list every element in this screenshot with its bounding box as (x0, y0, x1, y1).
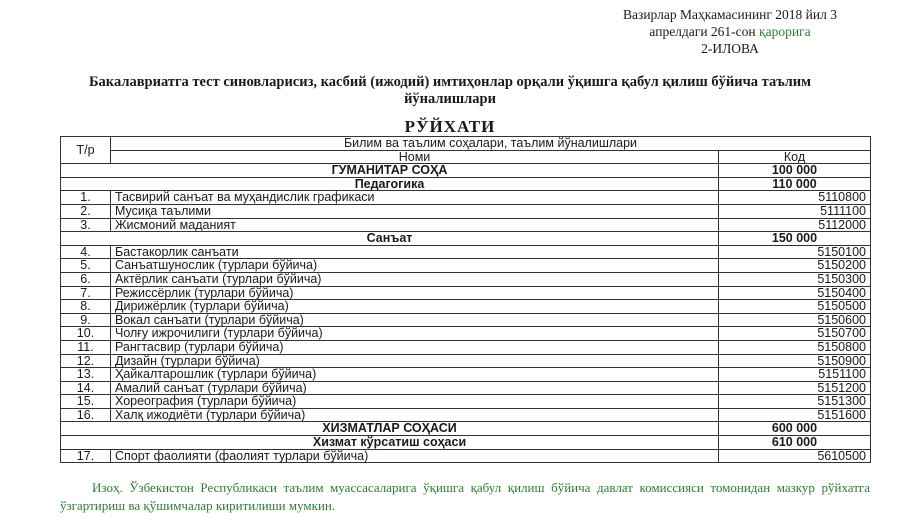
row-number: 15. (61, 395, 111, 409)
direction-name: Хореография (турлари бўйича) (111, 395, 719, 409)
direction-code: 5150900 (719, 354, 871, 368)
table-row (61, 449, 871, 463)
direction-name: Вокал санъати (турлари бўйича) (111, 313, 719, 327)
row-number: 4. (61, 245, 111, 259)
row-number: 6. (61, 272, 111, 286)
direction-code: 5150400 (719, 286, 871, 300)
table-row (61, 259, 871, 273)
table-row (61, 354, 871, 368)
table-row (61, 191, 871, 205)
direction-name: Тасвирий санъат ва муҳандислик графикаси (111, 191, 719, 205)
direction-name: Дирижёрлик (турлари бўйича) (111, 300, 719, 314)
direction-name: Актёрлик санъати (турлари бўйича) (111, 272, 719, 286)
direction-code: 5150300 (719, 272, 871, 286)
row-number: 13. (61, 368, 111, 382)
section-name: ХИЗМАТЛАР СОҲАСИ (61, 422, 719, 436)
header-number: Т/р (61, 137, 111, 164)
row-number: 10. (61, 327, 111, 341)
direction-code: 5151300 (719, 395, 871, 409)
table-row (61, 218, 871, 232)
directions-table (60, 136, 871, 463)
direction-code: 5150100 (719, 245, 871, 259)
row-number: 2. (61, 204, 111, 218)
direction-name: Мусиқа таълими (111, 204, 719, 218)
direction-name: Халқ ижодиёти (турлари бўйича) (111, 408, 719, 422)
direction-code: 5110800 (719, 191, 871, 205)
header-group: Билим ва таълим соҳалари, таълим йўналишлари (111, 137, 871, 151)
direction-name: Амалий санъат (турлари бўйича) (111, 381, 719, 395)
direction-code: 5111100 (719, 204, 871, 218)
table-row (61, 395, 871, 409)
header-code: Код (719, 150, 871, 164)
direction-code: 5150800 (719, 340, 871, 354)
table-row (61, 286, 871, 300)
section-name: Педагогика (61, 177, 719, 191)
row-number: 8. (61, 300, 111, 314)
direction-code: 5151200 (719, 381, 871, 395)
resolution-link[interactable]: қарорига (759, 24, 811, 39)
document-title (0, 74, 900, 108)
direction-name: Чолғу ижрочилиги (турлари бўйича) (111, 327, 719, 341)
row-number: 5. (61, 259, 111, 273)
row-number: 9. (61, 313, 111, 327)
table-row (61, 204, 871, 218)
table-row (61, 300, 871, 314)
table-header-row (61, 137, 871, 151)
table-subheader-row (61, 150, 871, 164)
row-number: 16. (61, 408, 111, 422)
direction-name: Дизайн (турлари бўйича) (111, 354, 719, 368)
table-row (61, 408, 871, 422)
note-text: Изоҳ. Ўзбекистон Республикаси таълим муассасаларига ўқишга қабул қилиш бўйича давлат комиссияси томонидан мазкур рўйхатга ўзгартириш ва қўшимчалар киритилиши мумкин. (60, 480, 870, 513)
header-name: Номи (111, 150, 719, 164)
table-row (61, 381, 871, 395)
table-row (61, 368, 871, 382)
table-row (61, 272, 871, 286)
row-number: 3. (61, 218, 111, 232)
row-number: 12. (61, 354, 111, 368)
section-row (61, 422, 871, 436)
row-number: 17. (61, 449, 111, 463)
section-code: 600 000 (719, 422, 871, 436)
attachment-number: 2-ИЛОВА (701, 41, 759, 56)
direction-name: Спорт фаолияти (фаолият турлари бўйича) (111, 449, 719, 463)
direction-name: Санъатшунослик (турлари бўйича) (111, 259, 719, 273)
table-row (61, 327, 871, 341)
direction-name: Ҳайкалтарошлик (турлари бўйича) (111, 368, 719, 382)
table-row (61, 340, 871, 354)
direction-code: 5112000 (719, 218, 871, 232)
direction-code: 5150500 (719, 300, 871, 314)
table-row (61, 245, 871, 259)
attachment-date-text: апрелдаги 261-сон (649, 24, 760, 39)
row-number: 1. (61, 191, 111, 205)
section-code: 100 000 (719, 164, 871, 178)
section-name: ГУМАНИТАР СОҲА (61, 164, 719, 178)
section-name: Санъат (61, 232, 719, 246)
direction-code: 5151100 (719, 368, 871, 382)
direction-name: Режиссёрлик (турлари бўйича) (111, 286, 719, 300)
row-number: 7. (61, 286, 111, 300)
document-title-line-1: Бакалавриатга тест синовларисиз, касбий (ижодий) имтиҳонлар орқали ўқишга қабул қилиш бўйича таълим (88, 74, 812, 90)
section-row (61, 177, 871, 191)
attachment-reference (560, 6, 900, 57)
section-row (61, 436, 871, 450)
section-row (61, 164, 871, 178)
direction-name: Бастакорлик санъати (111, 245, 719, 259)
table-row (61, 313, 871, 327)
section-row (61, 232, 871, 246)
direction-code: 5150600 (719, 313, 871, 327)
section-code: 150 000 (719, 232, 871, 246)
row-number: 11. (61, 340, 111, 354)
direction-code: 5610500 (719, 449, 871, 463)
document-title-line-2: йўналишлари (404, 91, 496, 107)
direction-code: 5150200 (719, 259, 871, 273)
row-number: 14. (61, 381, 111, 395)
direction-code: 5150700 (719, 327, 871, 341)
section-name: Хизмат кўрсатиш соҳаси (61, 436, 719, 450)
attachment-line-2 (560, 23, 900, 40)
list-title: РЎЙХАТИ (404, 117, 496, 136)
direction-name: Жисмоний маданият (111, 218, 719, 232)
section-code: 110 000 (719, 177, 871, 191)
direction-code: 5151600 (719, 408, 871, 422)
direction-name: Рангтасвир (турлари бўйича) (111, 340, 719, 354)
section-code: 610 000 (719, 436, 871, 450)
attachment-line-1: Вазирлар Маҳкамасининг 2018 йил 3 (622, 7, 837, 22)
